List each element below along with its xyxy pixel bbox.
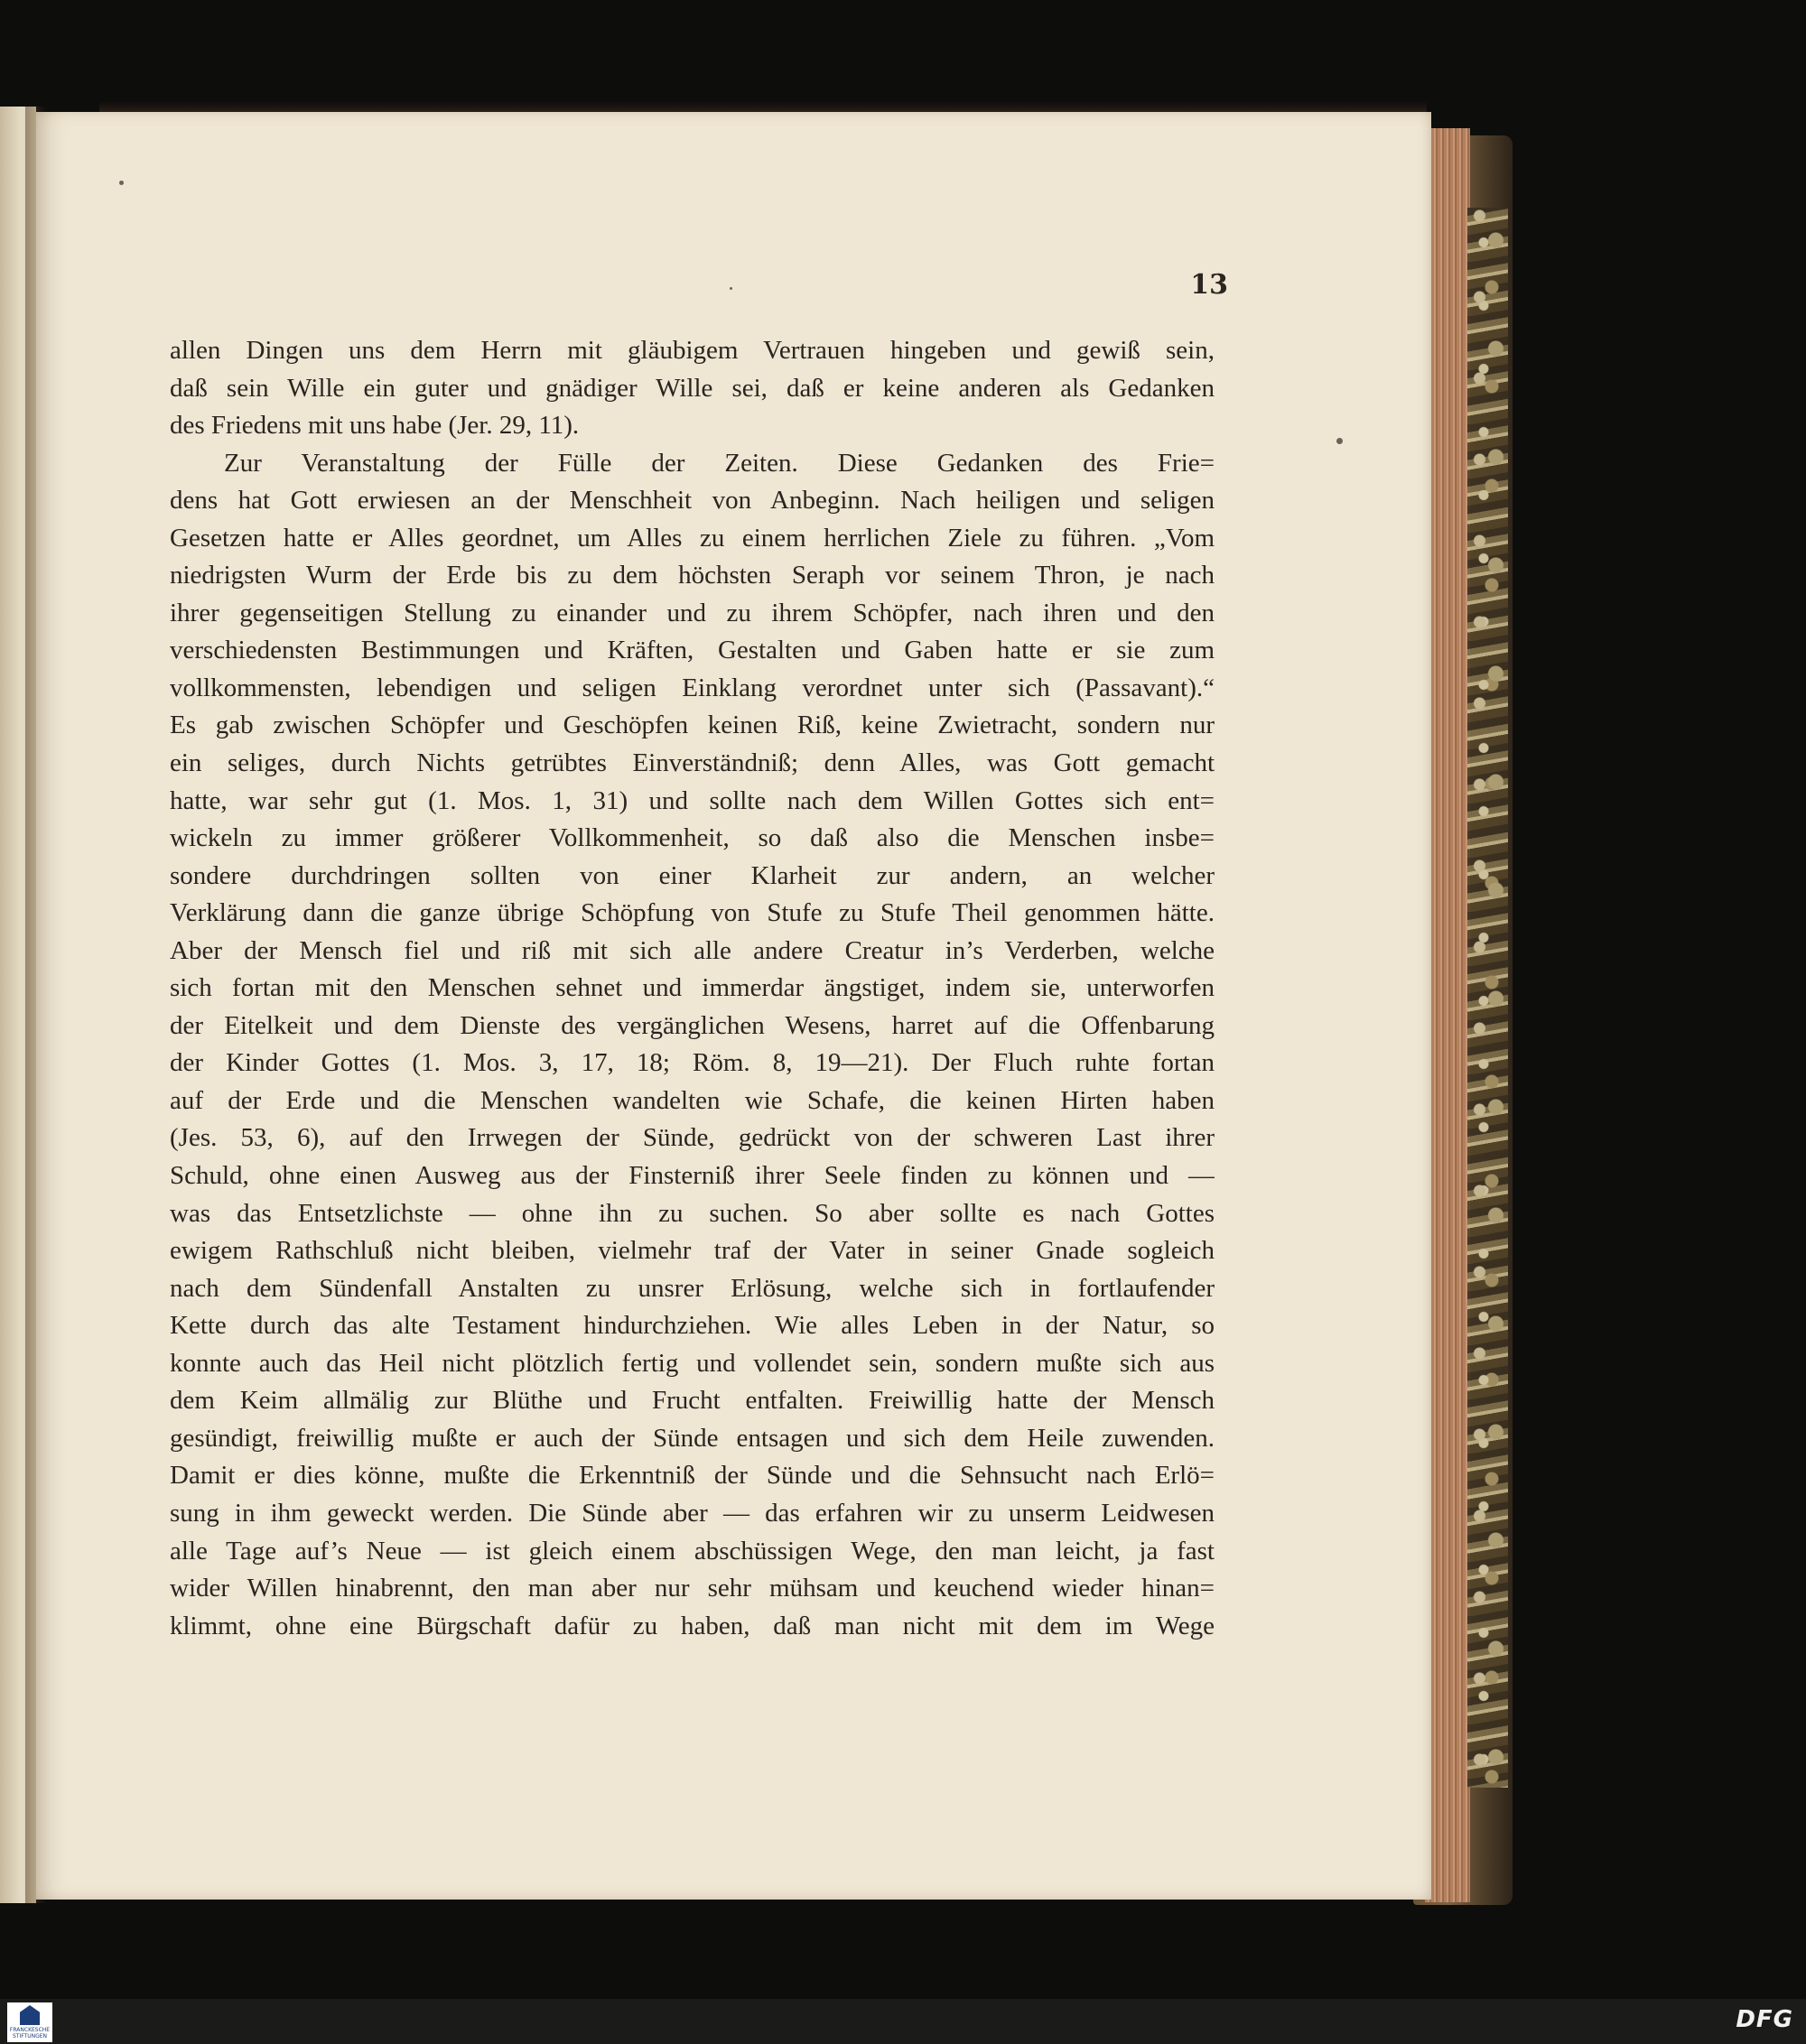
text-line: klimmt, ohne eine Bürgschaft dafür zu haben, daß man nicht mit dem im Wege xyxy=(170,1611,1215,1640)
text-line: alle Tage auf’s Neue — ist gleich einem abschüssigen Wege, den man leicht, ja fast xyxy=(170,1536,1215,1566)
dfg-logo: DFG xyxy=(1736,2006,1793,2033)
text-line: sich fortan mit den Menschen sehnet und immerdar ängstiget, indem sie, unterworfen xyxy=(170,973,1215,1003)
text-line: Damit er dies könne, mußte die Erkenntniß der Sünde und die Sehnsucht nach Erlö= xyxy=(170,1461,1215,1491)
text-line: was das Entsetzlichste — ohne ihn zu suchen. So aber sollte es nach Gottes xyxy=(170,1198,1215,1228)
logo-text: FRANCKESCHE STIFTUNGEN xyxy=(9,2027,51,2039)
text-line: Gesetzen hatte er Alles geordnet, um Alles zu einem herrlichen Ziele zu führen. „Vom xyxy=(170,523,1215,553)
body-text xyxy=(170,332,1215,1645)
text-line: wickeln zu immer größerer Vollkommenheit, so daß also die Menschen insbe= xyxy=(170,823,1215,853)
speck xyxy=(119,181,124,185)
text-line: verschiedensten Bestimmungen und Kräften, Gestalten und Gaben hatte er sie zum xyxy=(170,636,1215,665)
text-line: dem Keim allmälig zur Blüthe und Frucht entfalten. Freiwillig hatte der Mensch xyxy=(170,1386,1215,1416)
text-line: der Kinder Gottes (1. Mos. 3, 17, 18; Röm. 8, 19—21). Der Fluch ruhte fortan xyxy=(170,1048,1215,1078)
institution-logo xyxy=(7,2002,52,2042)
text-line: vollkommensten, lebendigen und seligen Einklang verordnet unter sich (Passavant).“ xyxy=(170,673,1215,702)
text-line: des Friedens mit uns habe (Jer. 29, 11). xyxy=(170,411,580,441)
text-line: sung in ihm geweckt werden. Die Sünde aber — das erfahren wir zu unserm Leidwesen xyxy=(170,1498,1215,1528)
text-line: gesündigt, freiwillig mußte er auch der Sünde entsagen und sich dem Heile zuwenden. xyxy=(170,1423,1215,1453)
text-line: auf der Erde und die Menschen wandelten wie Schafe, die keinen Hirten haben xyxy=(170,1085,1215,1115)
text-line: wider Willen hinabrennt, den man aber nur sehr mühsam und keuchend wieder hinan= xyxy=(170,1574,1215,1603)
text-line: ein seliges, durch Nichts getrübtes Einverständniß; denn Alles, was Gott gemacht xyxy=(170,748,1215,778)
text-line: daß sein Wille ein guter und gnädiger Wille sei, daß er keine anderen als Gedanken xyxy=(170,373,1215,403)
text-line: hatte, war sehr gut (1. Mos. 1, 31) und sollte nach dem Willen Gottes sich ent= xyxy=(170,785,1215,815)
text-line: Verklärung dann die ganze übrige Schöpfung von Stufe zu Stufe Theil genommen hätte. xyxy=(170,898,1215,928)
text-line: Aber der Mensch fiel und riß mit sich alle andere Creatur in’s Verderben, welche xyxy=(170,935,1215,965)
text-line: Es gab zwischen Schöpfer und Geschöpfen keinen Riß, keine Zwietracht, sondern nur xyxy=(170,711,1215,740)
text-line: der Eitelkeit und dem Dienste des vergänglichen Wesens, harret auf die Offenbarung xyxy=(170,1010,1215,1040)
text-line: allen Dingen uns dem Herrn mit gläubigem Vertrauen hingeben und gewiß sein, xyxy=(170,336,1215,365)
text-line: Schuld, ohne einen Ausweg aus der Finsterniß ihrer Seele finden zu können und — xyxy=(170,1161,1215,1191)
speck xyxy=(730,287,732,290)
logo-mark-icon xyxy=(20,2005,40,2025)
text-line: Zur Veranstaltung der Fülle der Zeiten. Diese Gedanken des Frie= xyxy=(224,448,1215,478)
text-line: Kette durch das alte Testament hindurchziehen. Wie alles Leben in der Natur, so xyxy=(170,1311,1215,1341)
text-line: (Jes. 53, 6), auf den Irrwegen der Sünde, gedrückt von der schweren Last ihrer xyxy=(170,1123,1215,1153)
page-block-edge xyxy=(1425,128,1470,1902)
text-line: dens hat Gott erwiesen an der Menschheit von Anbeginn. Nach heiligen und seligen xyxy=(170,486,1215,516)
text-line: konnte auch das Heil nicht plötzlich fertig und vollendet sein, sondern mußte sich aus xyxy=(170,1348,1215,1378)
viewer-footer xyxy=(0,1999,1806,2044)
text-line: nach dem Sündenfall Anstalten zu unsrer Erlösung, welche sich in fortlaufender xyxy=(170,1273,1215,1303)
text-line: ihrer gegenseitigen Stellung zu einander und zu ihrem Schöpfer, nach ihren und den xyxy=(170,598,1215,627)
text-line: sondere durchdringen sollten von einer Klarheit zur andern, an welcher xyxy=(170,860,1215,890)
page-number: 13 xyxy=(1190,269,1228,301)
text-line: ewigem Rathschluß nicht bleiben, vielmehr traf der Vater in seiner Gnade sogleich xyxy=(170,1236,1215,1266)
marbled-board xyxy=(1467,208,1508,1788)
text-line: niedrigsten Wurm der Erde bis zu dem höchsten Seraph vor seinem Thron, je nach xyxy=(170,561,1215,590)
speck xyxy=(1336,438,1343,444)
